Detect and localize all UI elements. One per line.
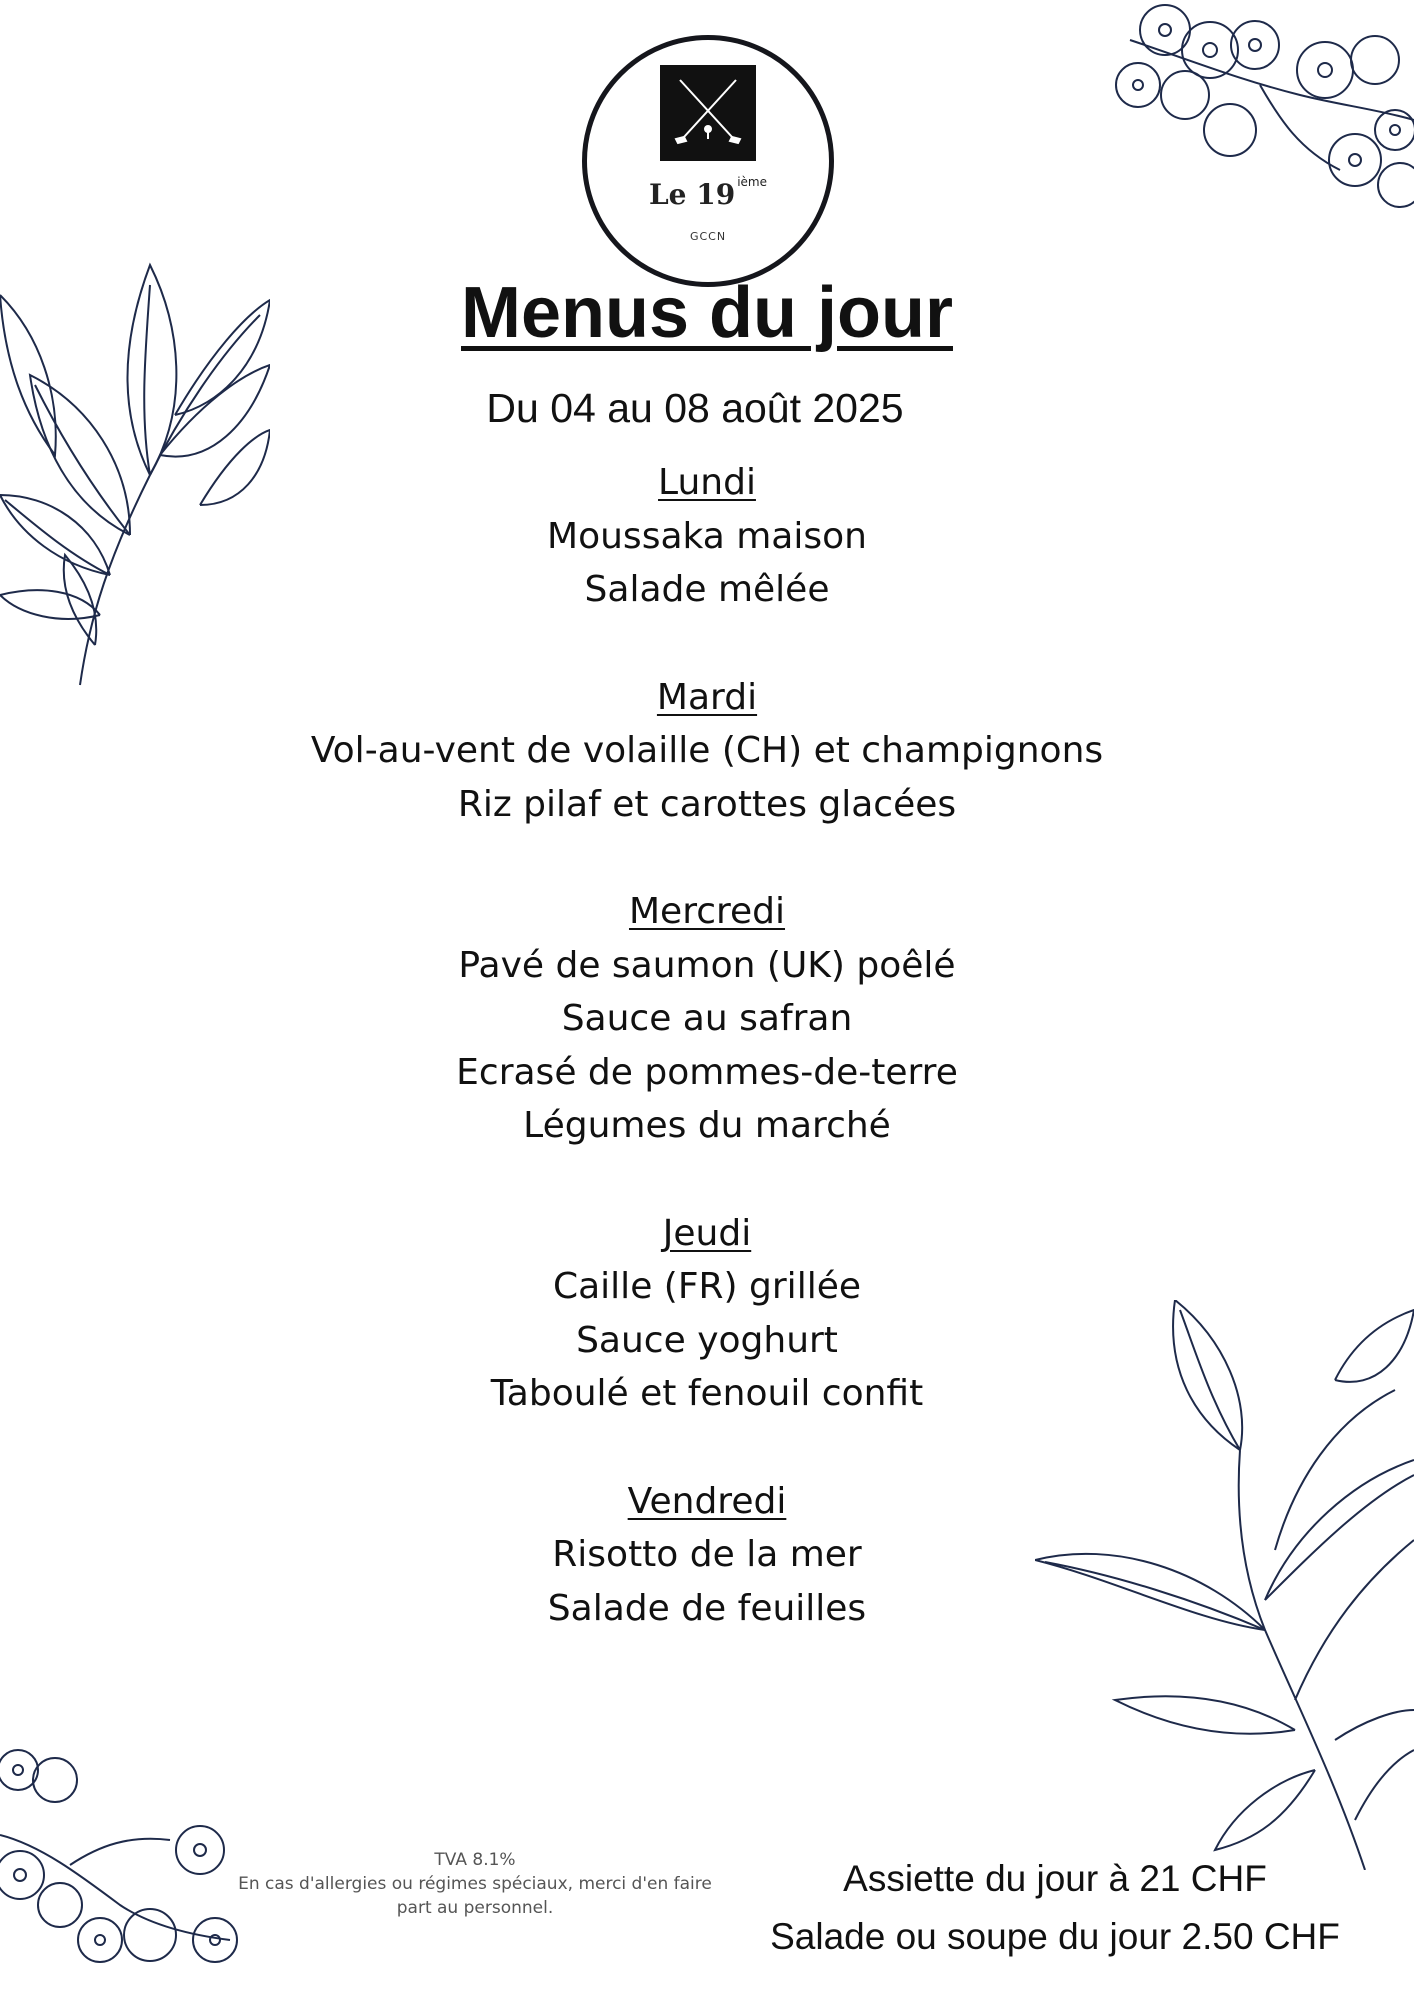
dish: Taboulé et fenouil confit	[490, 1373, 924, 1414]
day-name: Mercredi	[628, 891, 786, 932]
logo-name-text: Le 19	[648, 178, 736, 211]
day-name: Vendredi	[627, 1480, 787, 1522]
day-thursday	[200, 1207, 1214, 1421]
day-name: Lundi	[658, 462, 756, 503]
date-range: Du 04 au 08 août 2025	[486, 385, 904, 431]
day-name: Mardi	[656, 676, 758, 718]
prices	[730, 1850, 1380, 1966]
day-name: Jeudi	[662, 1212, 752, 1254]
dish: Ecrasé de pommes-de-terre	[456, 1051, 958, 1093]
footnote	[230, 1848, 720, 1920]
page-title: Menus du jour	[461, 273, 953, 353]
blueberry-illustration-top-right	[1110, 0, 1414, 215]
dish: Salade de feuilles	[547, 1587, 867, 1629]
logo-subtitle: GCCN	[689, 230, 727, 243]
crossed-golf-clubs-icon	[660, 65, 756, 161]
day-wednesday	[200, 885, 1214, 1153]
dish: Vol-au-vent de volaille (CH) et champignons	[310, 730, 1104, 771]
day-tuesday	[200, 671, 1214, 832]
dish: Sauce au safran	[561, 998, 853, 1039]
dish: Salade mêlée	[584, 569, 830, 610]
logo-superscript: ième	[737, 175, 767, 189]
dish: Légumes du marché	[523, 1105, 891, 1146]
blueberry-illustration-bottom-left	[0, 1735, 250, 1965]
vat-note: TVA 8.1%	[434, 1850, 516, 1870]
dish: Risotto de la mer	[552, 1534, 862, 1575]
allergy-note-line-2: part au personnel.	[396, 1898, 554, 1918]
day-monday	[200, 456, 1214, 617]
logo-name	[582, 175, 834, 211]
allergy-note-line-1: En cas d'allergies ou régimes spéciaux, merci d'en faire	[238, 1874, 712, 1894]
price-salad-soup: Salade ou soupe du jour 2.50 CHF	[770, 1916, 1340, 1957]
weekly-menu	[200, 456, 1214, 1689]
dish: Moussaka maison	[547, 515, 867, 557]
dish: Pavé de saumon (UK) poêlé	[458, 944, 956, 986]
day-friday	[200, 1475, 1214, 1636]
restaurant-logo	[582, 35, 832, 285]
price-plate: Assiette du jour à 21 CHF	[843, 1858, 1267, 1899]
dish: Sauce yoghurt	[576, 1319, 838, 1361]
dish: Riz pilaf et carottes glacées	[457, 783, 957, 825]
dish: Caille (FR) grillée	[552, 1266, 861, 1307]
